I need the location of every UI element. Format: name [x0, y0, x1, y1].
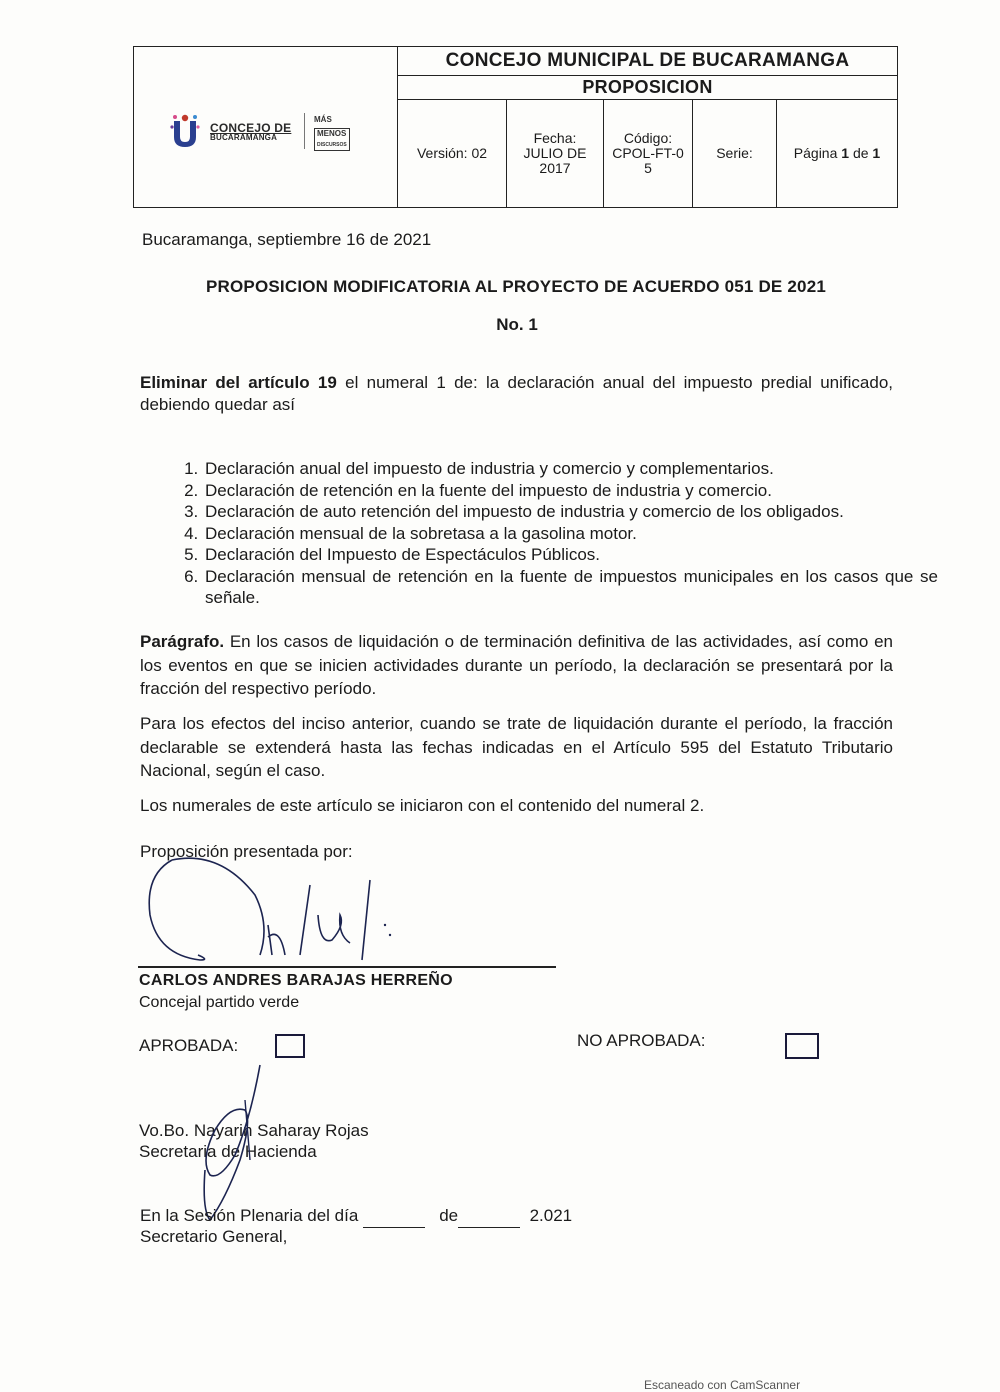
- scanner-watermark: Escaneado con CamScanner: [644, 1378, 801, 1392]
- list-item: 1. Declaración anual del impuesto de industria y comercio y complementarios.: [203, 458, 938, 480]
- intro-paragraph: Eliminar del artículo 19 el numeral 1 de: la declaración anual del impuesto predial unificado, debiendo quedar así: [140, 373, 893, 414]
- no-aprobada-label: NO APROBADA:: [577, 1031, 706, 1050]
- signature-line: [138, 966, 556, 968]
- signer-role: Concejal partido verde: [139, 994, 300, 1011]
- signature-image: [140, 855, 400, 965]
- logo-text: CONCEJO DE BUCARAMANGA: [210, 121, 292, 142]
- session-month-blank[interactable]: [458, 1205, 520, 1228]
- paragrafo-label: Parágrafo.: [140, 632, 225, 651]
- serie-cell: Serie:: [693, 99, 777, 207]
- list-item: 2. Declaración de retención en la fuente del impuesto de industria y comercio.: [203, 480, 938, 502]
- concejo-logo-icon: [170, 113, 200, 149]
- signer-name: CARLOS ANDRES BARAJAS HERREÑO: [139, 972, 453, 989]
- aprobada-label: APROBADA:: [139, 1036, 239, 1055]
- session-day-blank[interactable]: [363, 1205, 425, 1228]
- codigo-cell: Código: CPOL-FT-05: [604, 99, 693, 207]
- declaration-list: [160, 458, 938, 609]
- doc-type-title: PROPOSICION: [398, 75, 897, 100]
- intro-bold: Eliminar del artículo 19: [140, 373, 337, 392]
- no-aprobada-checkbox[interactable]: [785, 1033, 819, 1059]
- session-line: En la Sesión Plenaria del día de 2.021: [140, 1205, 572, 1228]
- paragraph-3: Los numerales de este artículo se iniciaron con el contenido del numeral 2.: [140, 796, 705, 815]
- version-cell: Versión: 02: [398, 99, 507, 207]
- document-header-table: [133, 46, 898, 208]
- paragrafo-paragraph: Parágrafo. En los casos de liquidación o de terminación definitiva de las actividades, así como en los eventos en que se inicien actividades durante un período, la declaración se presentará por la fracción del respectivo período.: [140, 632, 893, 698]
- presented-by-label: Proposición presentada por:: [140, 842, 353, 861]
- list-item: 3. Declaración de auto retención del impuesto de industria y comercio de los obligados.: [203, 501, 938, 523]
- document-title: PROPOSICION MODIFICATORIA AL PROYECTO DE ACUERDO 051 DE 2021: [205, 277, 827, 296]
- list-item: 4. Declaración mensual de la sobretasa a la gasolina motor.: [203, 523, 938, 545]
- aprobada-checkbox[interactable]: [275, 1034, 305, 1058]
- proposition-number: No. 1: [496, 315, 538, 334]
- pagina-cell: Página 1 de 1: [793, 144, 881, 161]
- org-title: CONCEJO MUNICIPAL DE BUCARAMANGA: [398, 47, 897, 76]
- logo-cell: [134, 47, 398, 207]
- mas-menos-logo: MÁS MENOS DISCURSOS: [314, 115, 354, 151]
- date-line: Bucaramanga, septiembre 16 de 2021: [142, 230, 432, 249]
- logo-separator: [304, 113, 305, 149]
- list-item: 6. Declaración mensual de retención en la fuente de impuestos municipales en los casos que se señale.: [203, 566, 938, 609]
- secretario-label: Secretario General,: [140, 1227, 288, 1246]
- list-item: 5. Declaración del Impuesto de Espectáculos Públicos.: [203, 544, 938, 566]
- vobo-role: Secretaria de Hacienda: [139, 1142, 317, 1161]
- vobo-name: Vo.Bo. Nayarin Saharay Rojas: [139, 1121, 369, 1140]
- fecha-cell: Fecha: JULIO DE 2017: [507, 99, 604, 207]
- paragraph-2: Para los efectos del inciso anterior, cuando se trate de liquidación durante el período, la fracción declarable se extenderá hasta las fechas indicadas en el Artículo 595 del Estatuto Tributario Nacional, según el caso.: [140, 714, 893, 780]
